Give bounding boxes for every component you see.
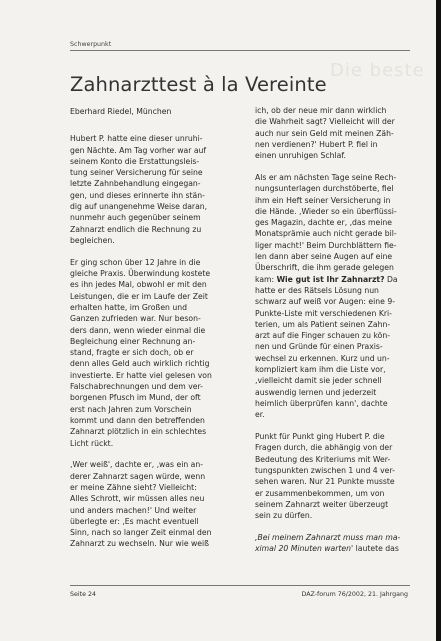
text-line: ihm ein Heft seiner Versicherung in — [255, 195, 391, 205]
text-line: er zusammenbekommen, um von — [255, 488, 385, 498]
page-number: Seite 24 — [70, 591, 96, 598]
article-title: Zahnarzttest à la Vereinte — [70, 73, 327, 97]
text-line: nen und Gründe für einen Praxis- — [255, 342, 383, 352]
text-line: heimlich überprüfen kann', dachte — [255, 398, 388, 408]
text-line: Ganzen zufrieden war. Nur beson- — [70, 314, 201, 324]
text-line: Er ging schon über 12 Jahre in die — [70, 257, 201, 267]
text-line: kommt und dann den betreffenden — [70, 415, 205, 425]
text-line: Zahnarzt endlich die Rechnung zu — [70, 224, 202, 234]
author-line: Eberhard Riedel, München — [70, 107, 172, 116]
text-line: nen verdienen?' Hubert P. fiel in — [255, 139, 378, 149]
bold-question: Wie gut ist Ihr Zahnarzt? — [276, 274, 385, 284]
text-line: denn alles Geld auch wirklich richtig — [70, 359, 210, 369]
text-line: Überschrift, die ihm gerade gelegen — [255, 263, 394, 273]
text-line: ‚Wer weiß', dachte er, ‚was ein an- — [70, 460, 204, 470]
right-column — [255, 105, 416, 554]
text-line: Begleichung einer Rechnung an- — [70, 336, 196, 346]
text-line: arzt auf die Finger schauen zu kön- — [255, 331, 390, 341]
text-line: wechsel zu erkennen. Kurz und un- — [255, 353, 390, 363]
paragraph-2 — [70, 257, 235, 449]
text-line: einen unruhigen Schlaf. — [255, 151, 346, 161]
bold-headline-line: kam: Wie gut ist Ihr Zahnarzt? Da — [255, 274, 398, 284]
text-line: gen, und dieses erinnerte ihn stän- — [70, 190, 205, 200]
text-line: ges Magazin, dachte er, ‚das meine — [255, 218, 393, 228]
text-line: investierte. Er hatte viel gelesen von — [70, 370, 212, 380]
text-line: es ihn jedes Mal, obwohl er mit den — [70, 280, 207, 290]
text-line: ich, ob der neue mir dann wirklich — [255, 106, 387, 115]
text-line: kompliziert kam ihm die Liste vor, — [255, 365, 386, 375]
text-line: stand, fragte er sich doch, ob er — [70, 348, 194, 358]
text-line: schwarz auf weiß vor Augen: eine 9- — [255, 297, 395, 307]
text-line: tung seiner Versicherung für seine — [70, 168, 203, 178]
text-line: sein zu dürfen. — [255, 511, 313, 521]
text-line: ‚vielleicht damit sie jeder schnell — [255, 376, 382, 386]
header-rule — [70, 50, 410, 51]
text-line: Hubert P. hatte eine dieser unruhi- — [70, 134, 203, 144]
show-through-text: Die beste — [330, 60, 425, 81]
text-line: Monatsprämie auch nicht gerade bil- — [255, 229, 397, 239]
text-line: gleiche Praxis. Überwindung kostete — [70, 269, 211, 279]
section-label: Schwerpunkt — [70, 41, 112, 48]
text-line: Alles Schrott, wir müssen alles neu — [70, 494, 205, 504]
paragraph-6 — [255, 431, 416, 521]
text-line: borgenen Pfusch im Mund, der oft — [70, 393, 201, 403]
text-line: Bedeutung des Kriteriums mit Wer- — [255, 454, 391, 464]
text-line: tungspunkten zwischen 1 und 4 ver- — [255, 465, 395, 475]
text-line: Punkt für Punkt ging Hubert P. die — [255, 432, 385, 442]
text-line: dig auf unangenehme Weise daran, — [70, 202, 208, 212]
text-line: überlegte er: ‚Es macht eventuell — [70, 516, 199, 526]
text-line: nungsunterlagen durchstöberte, fiel — [255, 184, 394, 194]
text-line: sehen waren. Nur 21 Punkte musste — [255, 477, 395, 487]
text-line: die Wahrheit sagt? Vielleicht will der — [255, 117, 395, 127]
text-line: begleichen. — [70, 235, 115, 245]
page-edge-shadow — [436, 0, 441, 641]
italic-quote-cont: ximal 20 Minuten warten' — [255, 544, 354, 554]
text-line: Zahnarzt zu wechseln. Nur wie weiß — [70, 539, 210, 549]
text-line: liger macht!' Beim Durchblättern fie- — [255, 240, 397, 250]
text-line: Leistungen, die er im Laufe der Zeit — [70, 291, 208, 301]
text-line: erhalten hatte, im Großen und — [70, 302, 187, 312]
paragraph-3 — [70, 459, 235, 549]
text-line: und anders machen!' Und weiter — [70, 505, 197, 515]
text-line: len dann aber seine Augen auf eine — [255, 252, 393, 262]
text-line: Als er am nächsten Tage seine Rech- — [255, 172, 397, 182]
text-line: Punkte-Liste mit verschiedenen Kri- — [255, 308, 392, 318]
text-line: er. — [255, 410, 265, 420]
footer-rule — [70, 585, 410, 586]
text-line: Fragen durch, die abhängig von der — [255, 443, 393, 453]
text-line: terien, um als Patient seinen Zahn- — [255, 319, 391, 329]
paragraph-4 — [255, 105, 416, 161]
text-line: hatte er des Rätsels Lösung nun — [255, 285, 379, 295]
text-line: ders dann, wenn wieder einmal die — [70, 325, 206, 335]
text-line: er meine Zähne sieht? Vielleicht: — [70, 482, 197, 492]
paragraph-7: ‚Bei meinem Zahnarzt muss man ma- ximal 20 Minuten warten' lautete das — [255, 532, 401, 554]
text-line: auswendig lernen und jederzeit — [255, 387, 377, 397]
text-line: Sinn, nach so langer Zeit einmal den — [70, 528, 212, 538]
paragraph-5 — [255, 172, 416, 421]
text-line: gen Nächte. Am Tag vorher war auf — [70, 145, 207, 155]
left-column — [70, 106, 235, 550]
text-line: erst nach Jahren zum Vorschein — [70, 404, 192, 414]
text-line: seinem Konto die Erstattungsleis- — [70, 156, 200, 166]
text-line: Licht rückt. — [70, 438, 114, 448]
text-line: letzte Zahnbehandlung eingegan- — [70, 179, 201, 189]
publication-info: DAZ-forum 76/2002, 21. Jahrgang — [301, 591, 408, 598]
text-line: nunmehr auch gegenüber seinem — [70, 213, 201, 223]
paragraph-1 — [70, 133, 235, 246]
text-line: Falschabrechnungen und dem ver- — [70, 382, 203, 392]
text-line: auch nur sein Geld mit meinen Zäh- — [255, 128, 394, 138]
text-line: derer Zahnarzt sagen würde, wenn — [70, 471, 206, 481]
text-line: Zahnarzt plötzlich in ein schlechtes — [70, 427, 207, 437]
text-line: seinem Zahnarzt weiter überzeugt — [255, 499, 389, 509]
italic-quote: ‚Bei meinem Zahnarzt muss man ma- — [255, 532, 401, 542]
text-line: die Hände. ‚Wieder so ein überflüssi- — [255, 206, 397, 216]
